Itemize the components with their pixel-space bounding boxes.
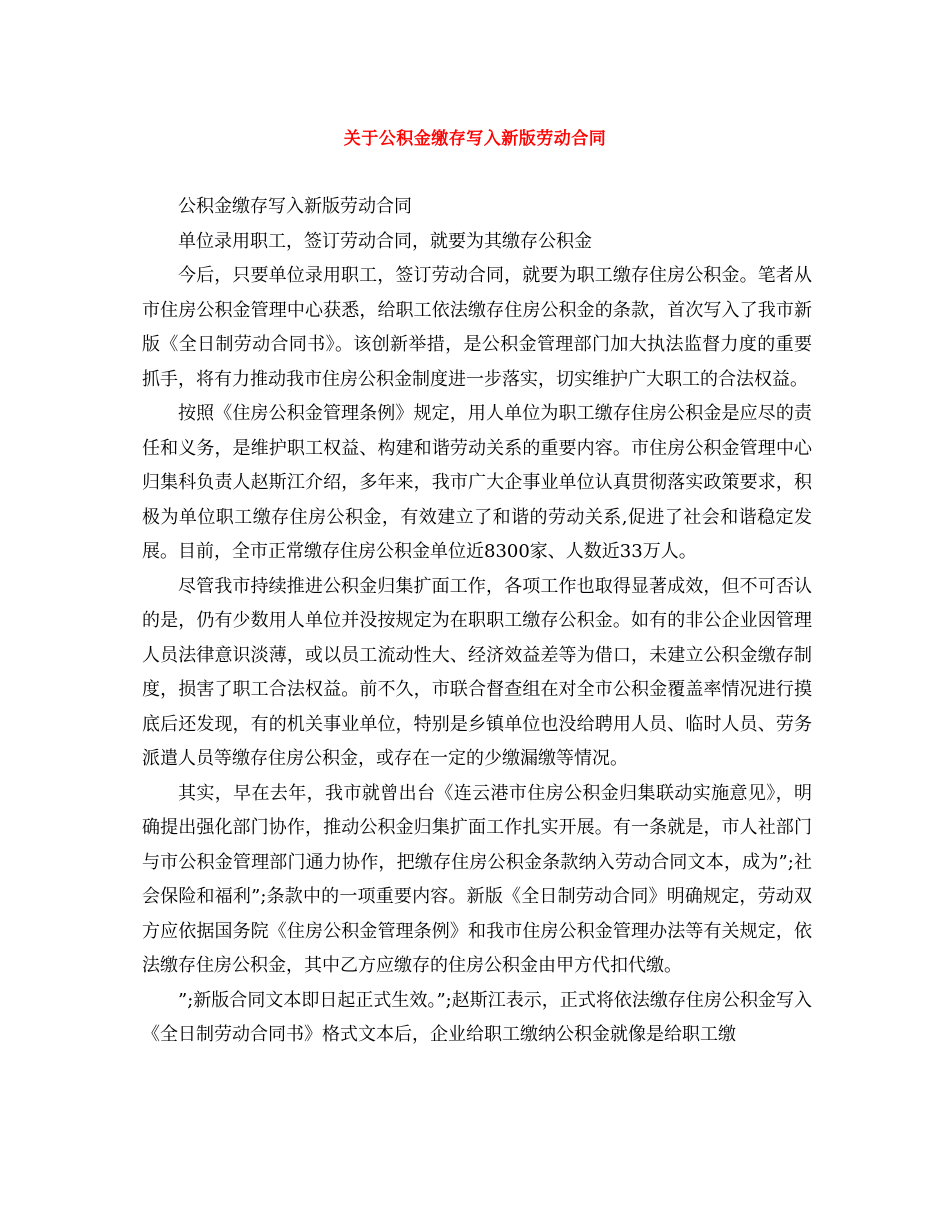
document-body (142, 190, 812, 1053)
paragraph-lead: 单位录用职工，签订劳动合同，就要为其缴存公积金 (178, 230, 592, 252)
paragraph: 尽管我市持续推进公积金归集扩面工作，各项工作也取得显著成效，但不可否认的是，仍有少数用人单位并没按规定为在职职工缴存公积金。如有的非公企业因管理人员法律意识淡薄，或以员工流动性大、经济效益差等为借口，未建立公积金缴存制度，损害了职工合法权益。前不久，市联合督查组在对全市公积金覆盖率情况进行摸底后还发现，有的机关事业单位，特别是乡镇单位也没给聘用人员、临时人员、劳务派遣人员等缴存住房公积金，或存在一定的少缴漏缴等情况。 (142, 575, 812, 769)
paragraph: 其实，早在去年，我市就曾出台《连云港市住房公积金归集联动实施意见》，明确提出强化部门协作，推动公积金归集扩面工作扎实开展。有一条就是，市人社部门与市公积金管理部门通力协作，把缴存住房公积金条款纳入劳动合同文本，成为”;社会保险和福利”;条款中的一项重要内容。新版《全日制劳动合同》明确规定，劳动双方应依据国务院《住房公积金管理条例》和我市住房公积金管理办法等有关规定，依法缴存住房公积金，其中乙方应缴存的住房公积金由甲方代扣代缴。 (142, 782, 812, 976)
paragraph: 按照《住房公积金管理条例》规定，用人单位为职工缴存住房公积金是应尽的责任和义务，是维护职工权益、构建和谐劳动关系的重要内容。市住房公积金管理中心归集科负责人赵斯江介绍，多年来，我市广大企事业单位认真贯彻落实政策要求，积极为单位职工缴存住房公积金，有效建立了和谐的劳动关系,促进了社会和谐稳定发展。目前，全市正常缴存住房公积金单位近8300家、人数近33万人。 (142, 403, 812, 562)
document-title: 关于公积金缴存写入新版劳动合同 (343, 129, 607, 149)
paragraph-subtitle: 公积金缴存写入新版劳动合同 (178, 196, 412, 217)
paragraph: 今后，只要单位录用职工，签订劳动合同，就要为职工缴存住房公积金。笔者从市住房公积金管理中心获悉，给职工依法缴存住房公积金的条款，首次写入了我市新版《全日制劳动合同书》。该创新举措，是公积金管理部门加大执法监督力度的重要抓手，将有力推动我市住房公积金制度进一步落实，切实维护广大职工的合法权益。 (142, 265, 812, 390)
paragraph: ”;新版合同文本即日起正式生效。”;赵斯江表示，正式将依法缴存住房公积金写入《全日制劳动合同书》格式文本后，企业给职工缴纳公积金就像是给职工缴 (142, 989, 812, 1045)
